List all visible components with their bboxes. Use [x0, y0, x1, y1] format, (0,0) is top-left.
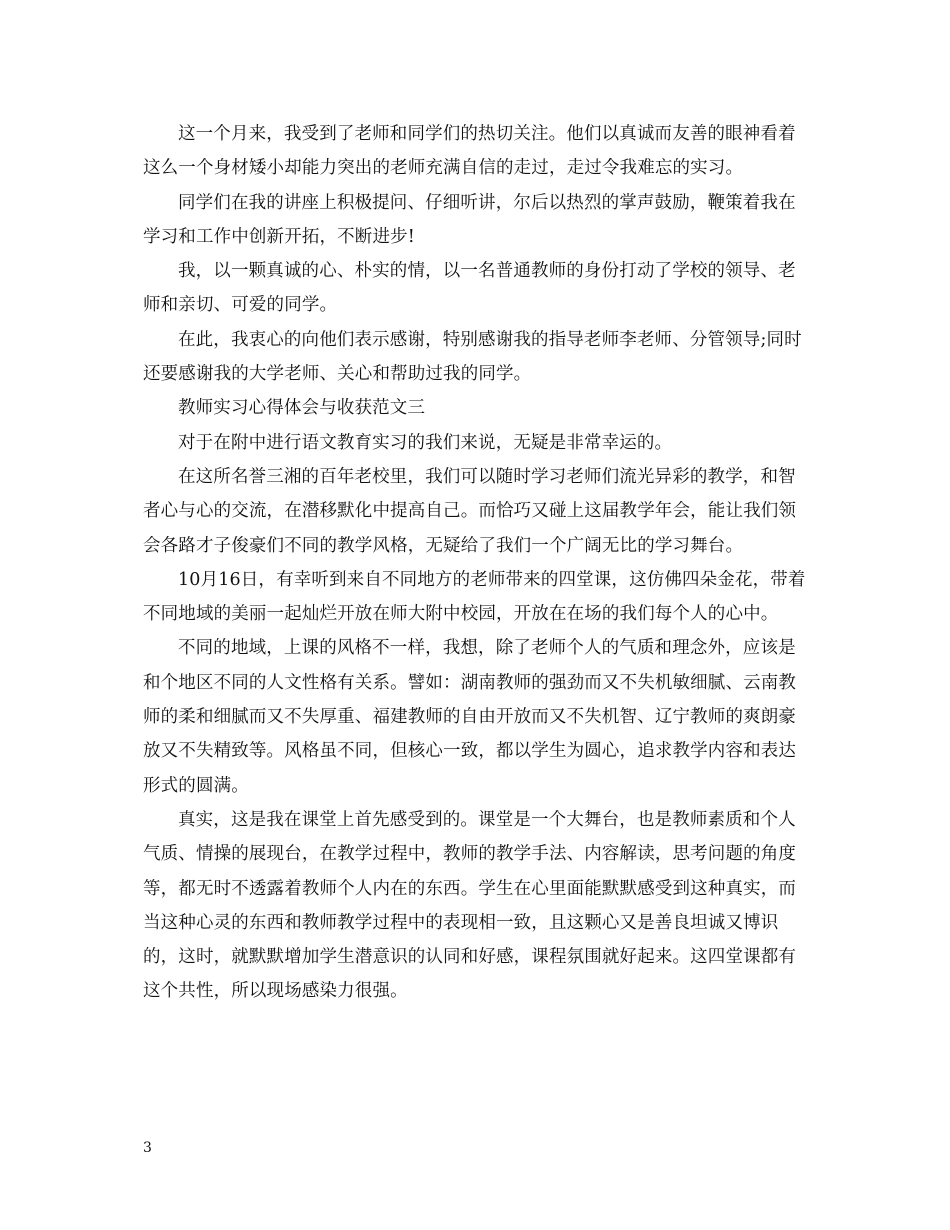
paragraph: 真实，这是我在课堂上首先感受到的。课堂是一个大舞台，也是教师素质和个人气质、情操的展现台，在教学过程中，教师的教学手法、内容解读，思考问题的角度等，都无时不透露着教师个人内在的东西。学生在心里面能默默感受到这种真实，而当这种心灵的东西和教师教学过程中的表现相一致，且这颗心又是善良坦诚又博识的，这时，就默默增加学生潜意识的认同和好感，课程氛围就好起来。这四堂课都有这个共性，所以现场感染力很强。 — [143, 809, 797, 1002]
paragraph: 在这所名誉三湘的百年老校里，我们可以随时学习老师们流光异彩的教学，和智者心与心的交流，在潜移默化中提高自己。而恰巧又碰上这届教学年会，能让我们领会各路才子俊豪们不同的教学风格，无疑给了我们一个广阔无比的学习舞台。 — [143, 466, 797, 556]
paragraph: 10月16日，有幸听到来自不同地方的老师带来的四堂课，这仿佛四朵金花，带着不同地域的美丽一起灿烂开放在师大附中校园，开放在在场的我们每个人的心中。 — [143, 569, 806, 625]
document-body — [143, 117, 811, 1009]
paragraph: 我，以一颗真诚的心、朴实的情，以一名普通教师的身份打动了学校的领导、老师和亲切、可爱的同学。 — [143, 261, 796, 316]
section-heading: 教师实习心得体会与收获范文三 — [178, 398, 426, 419]
page-number: 3 — [143, 1140, 152, 1156]
paragraph: 在此，我衷心的向他们表示感谢，特别感谢我的指导老师李老师、分管领导;同时还要感谢我的大学老师、关心和帮助过我的同学。 — [143, 329, 802, 385]
paragraph: 这一个月来，我受到了老师和同学们的热切关注。他们以真诚而友善的眼神看着这么一个身材矮小却能力突出的老师充满自信的走过，走过令我难忘的实习。 — [143, 124, 796, 179]
paragraph: 不同的地域，上课的风格不一样，我想，除了老师个人的气质和理念外，应该是和个地区不同的人文性格有关系。譬如：湖南教师的强劲而又不失机敏细腻、云南教师的柔和细腻而又不失厚重、福建教师的自由开放而又不失机智、辽宁教师的爽朗豪放又不失精致等。风格虽不同，但核心一致，都以学生为圆心，追求教学内容和表达形式的圆满。 — [143, 638, 797, 796]
paragraph: 同学们在我的讲座上积极提问、仔细听讲，尔后以热烈的掌声鼓励，鞭策着我在学习和工作中创新开拓，不断进步! — [143, 192, 796, 247]
paragraph: 对于在附中进行语文教育实习的我们来说，无疑是非常幸运的。 — [178, 432, 673, 453]
